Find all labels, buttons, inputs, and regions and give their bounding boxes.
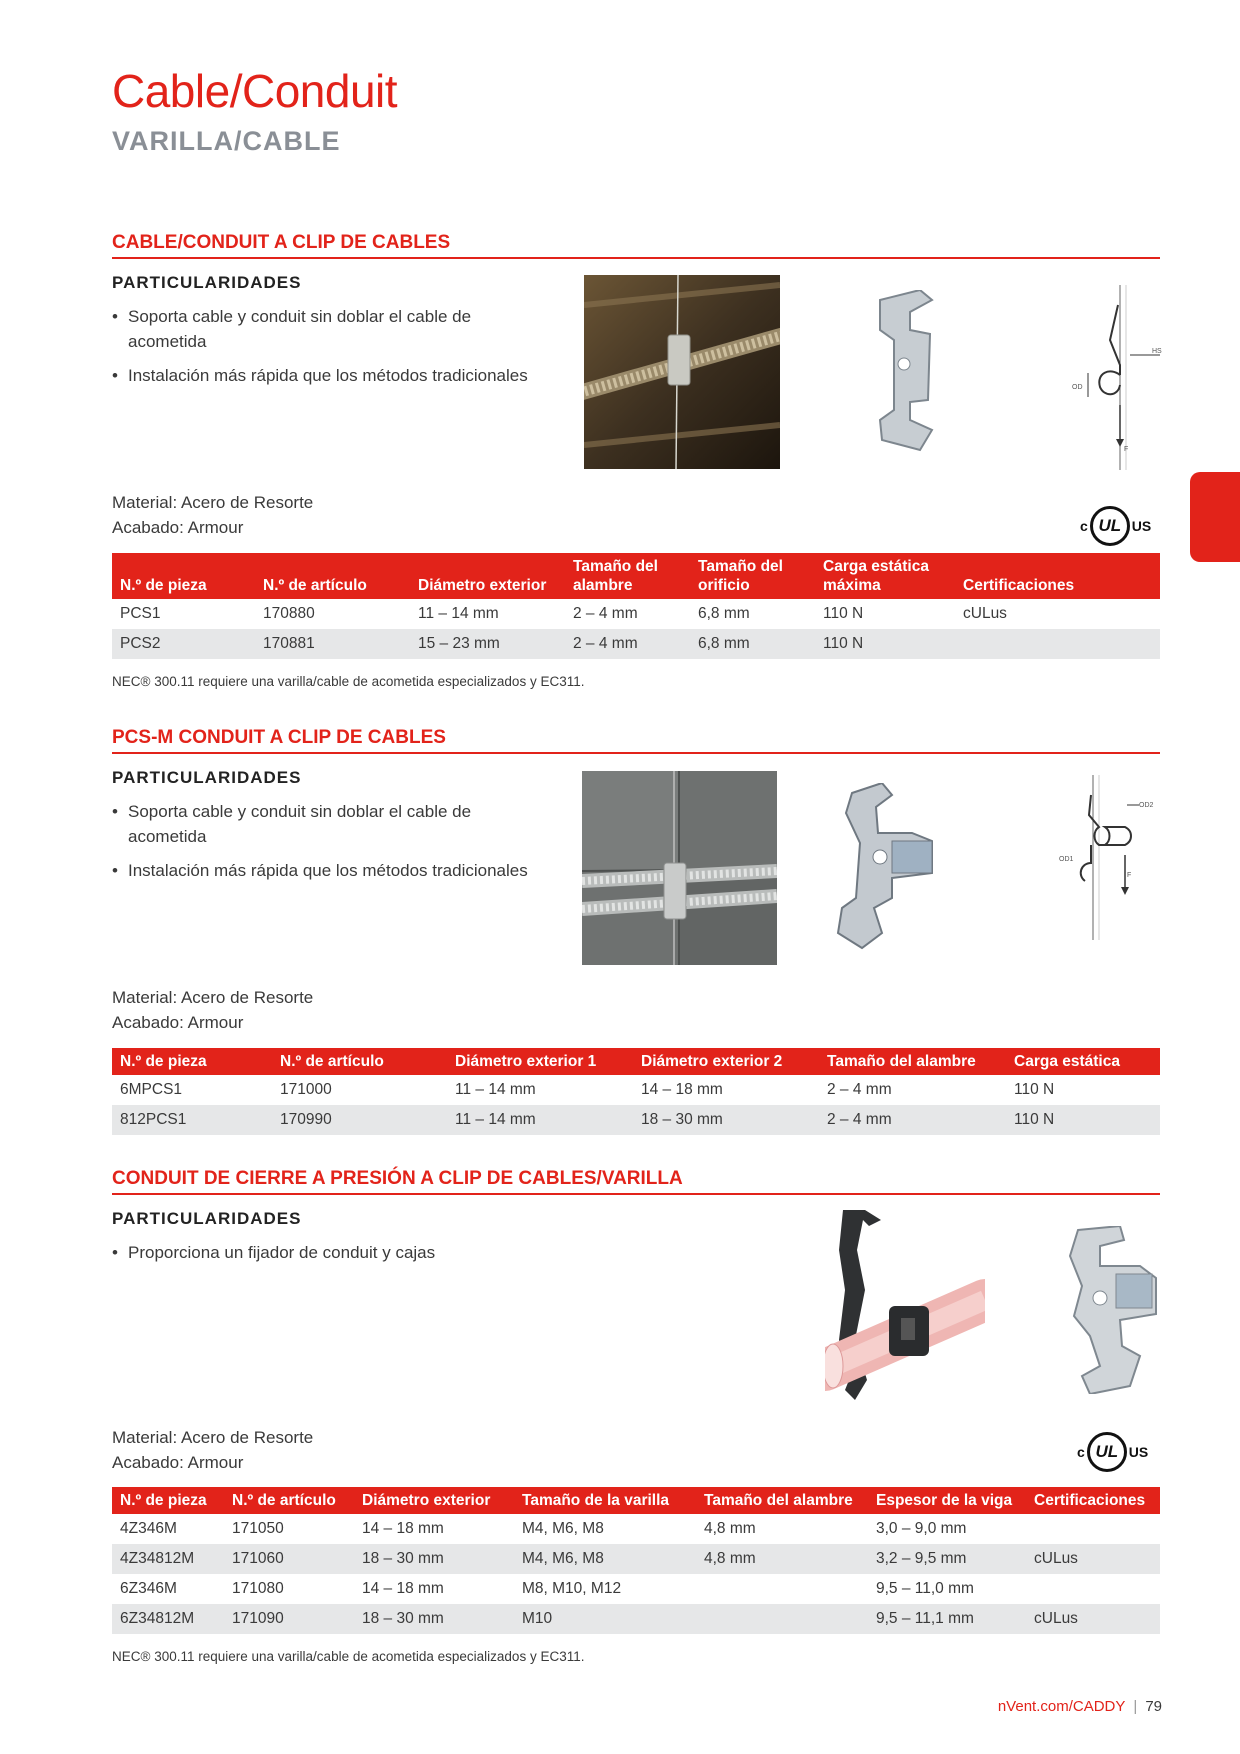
table-cell: 18 – 30 mm: [354, 1604, 514, 1634]
diagram-label: HS: [1152, 348, 1162, 355]
material-text: Material: Acero de Resorte: [112, 1428, 314, 1447]
table-cell: 110 N: [823, 605, 864, 622]
finish-text: Acabado: Armour: [112, 518, 244, 537]
column-header: Certificaciones: [955, 553, 1160, 599]
column-header: Espesor de la viga: [868, 1487, 1026, 1514]
footnote: NEC® 300.11 requiere una varilla/cable de acometida especializados y EC311.: [112, 674, 585, 689]
table-cell: 6,8 mm: [698, 605, 750, 622]
table-cell: [696, 1574, 868, 1604]
table-cell: M4, M6, M8: [522, 1520, 604, 1537]
table-cell: 4Z346M: [120, 1520, 177, 1537]
features-heading: PARTICULARIDADES: [112, 273, 302, 292]
table-row: [112, 1574, 1160, 1604]
features-heading: PARTICULARIDADES: [112, 768, 302, 787]
column-header: N.º de artículo: [255, 553, 410, 599]
table-cell: 110 N: [1006, 1105, 1160, 1135]
page-title: Cable/Conduit: [112, 65, 398, 117]
table-cell: M4, M6, M8: [514, 1544, 696, 1574]
column-header: Diámetro exterior: [354, 1487, 514, 1514]
table-cell: 171050: [232, 1520, 284, 1537]
product-image: [870, 290, 950, 460]
table-cell: [1026, 1574, 1160, 1604]
table-cell: 4Z34812M: [112, 1544, 224, 1574]
product-image: [1060, 1226, 1170, 1394]
column-header: Diámetro exterior 1: [447, 1048, 633, 1075]
table-cell: 6MPCS1: [120, 1081, 183, 1098]
table-cell: 9,5 – 11,0 mm: [876, 1580, 974, 1597]
installation-photo: [584, 275, 780, 469]
diagram-label: F: [1124, 446, 1129, 453]
table-cell: cULus: [963, 605, 1007, 622]
table-cell: 171090: [224, 1604, 354, 1634]
diagram-label: F: [1127, 872, 1132, 879]
table-cell: 11 – 14 mm: [418, 605, 499, 622]
product-image: [832, 783, 962, 953]
table-cell: M10: [514, 1604, 696, 1634]
table-cell: 11 – 14 mm: [455, 1081, 536, 1098]
table-cell: 110 N: [1014, 1081, 1055, 1098]
table-row: [112, 1544, 1160, 1574]
table-header-row: [112, 553, 1160, 599]
table-cell: 6,8 mm: [690, 629, 815, 659]
list-item: • Soporta cable y conduit sin doblar el cable de acometida: [112, 304, 532, 354]
section-heading: PCS-M CONDUIT A CLIP DE CABLES: [112, 727, 1160, 754]
spec-table: [112, 1048, 1160, 1135]
column-header: Diámetro exterior 2: [633, 1048, 819, 1075]
spec-table: [112, 1487, 1160, 1634]
table-cell: 14 – 18 mm: [362, 1580, 444, 1597]
section-heading: CONDUIT DE CIERRE A PRESIÓN A CLIP DE CABLES/VARILLA: [112, 1168, 1160, 1195]
installation-photo: [582, 771, 777, 965]
side-tab: [1190, 472, 1240, 562]
features-list: [112, 304, 532, 397]
column-header: Diámetro exterior: [410, 553, 565, 599]
material-text: Material: Acero de Resorte: [112, 988, 314, 1007]
table-cell: 2 – 4 mm: [565, 629, 690, 659]
diagram-label: OD: [1072, 384, 1083, 391]
material-text: Material: Acero de Resorte: [112, 493, 314, 512]
table-cell: cULus: [1026, 1544, 1160, 1574]
column-header: Tamaño del alambre: [819, 1048, 1006, 1075]
table-cell: [696, 1604, 868, 1634]
column-header: N.º de pieza: [112, 553, 255, 599]
table-cell: 171000: [280, 1081, 332, 1098]
table-cell: 4,8 mm: [696, 1544, 868, 1574]
table-cell: 6Z346M: [120, 1580, 177, 1597]
footnote: NEC® 300.11 requiere una varilla/cable de acometida especializados y EC311.: [112, 1649, 585, 1664]
features-list: [112, 1240, 532, 1274]
column-header: Tamaño del alambre: [565, 553, 690, 599]
section-heading: CABLE/CONDUIT A CLIP DE CABLES: [112, 232, 1160, 259]
table-cell: [955, 629, 1160, 659]
column-header: Tamaño del alambre: [696, 1487, 868, 1514]
table-row: [112, 1604, 1160, 1634]
column-header: Carga estática máxima: [815, 553, 955, 599]
list-item: • Proporciona un fijador de conduit y cajas: [112, 1240, 532, 1265]
table-cell: 2 – 4 mm: [827, 1081, 892, 1098]
table-cell: 170881: [255, 629, 410, 659]
table-row: [112, 1075, 1160, 1105]
table-row: [112, 629, 1160, 659]
table-cell: 14 – 18 mm: [641, 1081, 723, 1098]
table-cell: 170990: [272, 1105, 447, 1135]
column-header: Tamaño del orificio: [690, 553, 815, 599]
table-row: [112, 1514, 1160, 1544]
table-cell: 812PCS1: [112, 1105, 272, 1135]
column-header: Certificaciones: [1026, 1487, 1160, 1514]
table-cell: 9,5 – 11,1 mm: [868, 1604, 1026, 1634]
features-list: [112, 799, 532, 892]
dimension-diagram: [1070, 285, 1170, 470]
dimension-diagram: [1055, 775, 1175, 940]
table-row: [112, 1105, 1160, 1135]
table-cell: 170880: [263, 605, 315, 622]
table-cell: 15 – 23 mm: [410, 629, 565, 659]
ul-certification-logo: c UL US: [1077, 1432, 1148, 1472]
table-cell: 171060: [224, 1544, 354, 1574]
table-header-row: [112, 1048, 1160, 1075]
table-cell: 14 – 18 mm: [362, 1520, 444, 1537]
table-cell: 18 – 30 mm: [633, 1105, 819, 1135]
diagram-label: OD1: [1059, 856, 1074, 863]
table-cell: [1026, 1514, 1160, 1544]
column-header: Carga estática: [1006, 1048, 1160, 1075]
column-header: N.º de artículo: [272, 1048, 447, 1075]
table-header-row: [112, 1487, 1160, 1514]
table-cell: 6Z34812M: [112, 1604, 224, 1634]
page-subtitle: VARILLA/CABLE: [112, 126, 341, 156]
table-cell: 11 – 14 mm: [447, 1105, 633, 1135]
page-number: 79: [1145, 1698, 1162, 1715]
features-heading: PARTICULARIDADES: [112, 1209, 302, 1228]
finish-text: Acabado: Armour: [112, 1453, 244, 1472]
product-image: [825, 1210, 985, 1410]
table-cell: 18 – 30 mm: [354, 1544, 514, 1574]
spec-table: [112, 553, 1160, 659]
list-item: • Soporta cable y conduit sin doblar el cable de acometida: [112, 799, 532, 849]
table-cell: 171080: [232, 1580, 284, 1597]
table-row: [112, 599, 1160, 629]
finish-text: Acabado: Armour: [112, 1013, 244, 1032]
diagram-label: OD2: [1139, 802, 1154, 809]
column-header: N.º de pieza: [112, 1048, 272, 1075]
ul-certification-logo: c UL US: [1080, 506, 1151, 546]
column-header: N.º de pieza: [112, 1487, 224, 1514]
table-cell: 2 – 4 mm: [819, 1105, 1006, 1135]
footer-separator: |: [1133, 1698, 1138, 1715]
table-cell: 110 N: [815, 629, 955, 659]
column-header: Tamaño de la varilla: [514, 1487, 696, 1514]
table-cell: 4,8 mm: [704, 1520, 756, 1537]
list-item: • Instalación más rápida que los métodos tradicionales: [112, 858, 532, 883]
table-cell: cULus: [1026, 1604, 1160, 1634]
table-cell: 2 – 4 mm: [573, 605, 638, 622]
table-cell: 3,2 – 9,5 mm: [868, 1544, 1026, 1574]
table-cell: PCS2: [112, 629, 255, 659]
table-cell: PCS1: [120, 605, 161, 622]
page-footer: [998, 1698, 1162, 1715]
table-cell: 3,0 – 9,0 mm: [876, 1520, 967, 1537]
column-header: N.º de artículo: [224, 1487, 354, 1514]
footer-site-link[interactable]: nVent.com/CADDY: [997, 1698, 1126, 1715]
list-item: • Instalación más rápida que los métodos tradicionales: [112, 363, 532, 388]
table-cell: M8, M10, M12: [522, 1580, 622, 1597]
